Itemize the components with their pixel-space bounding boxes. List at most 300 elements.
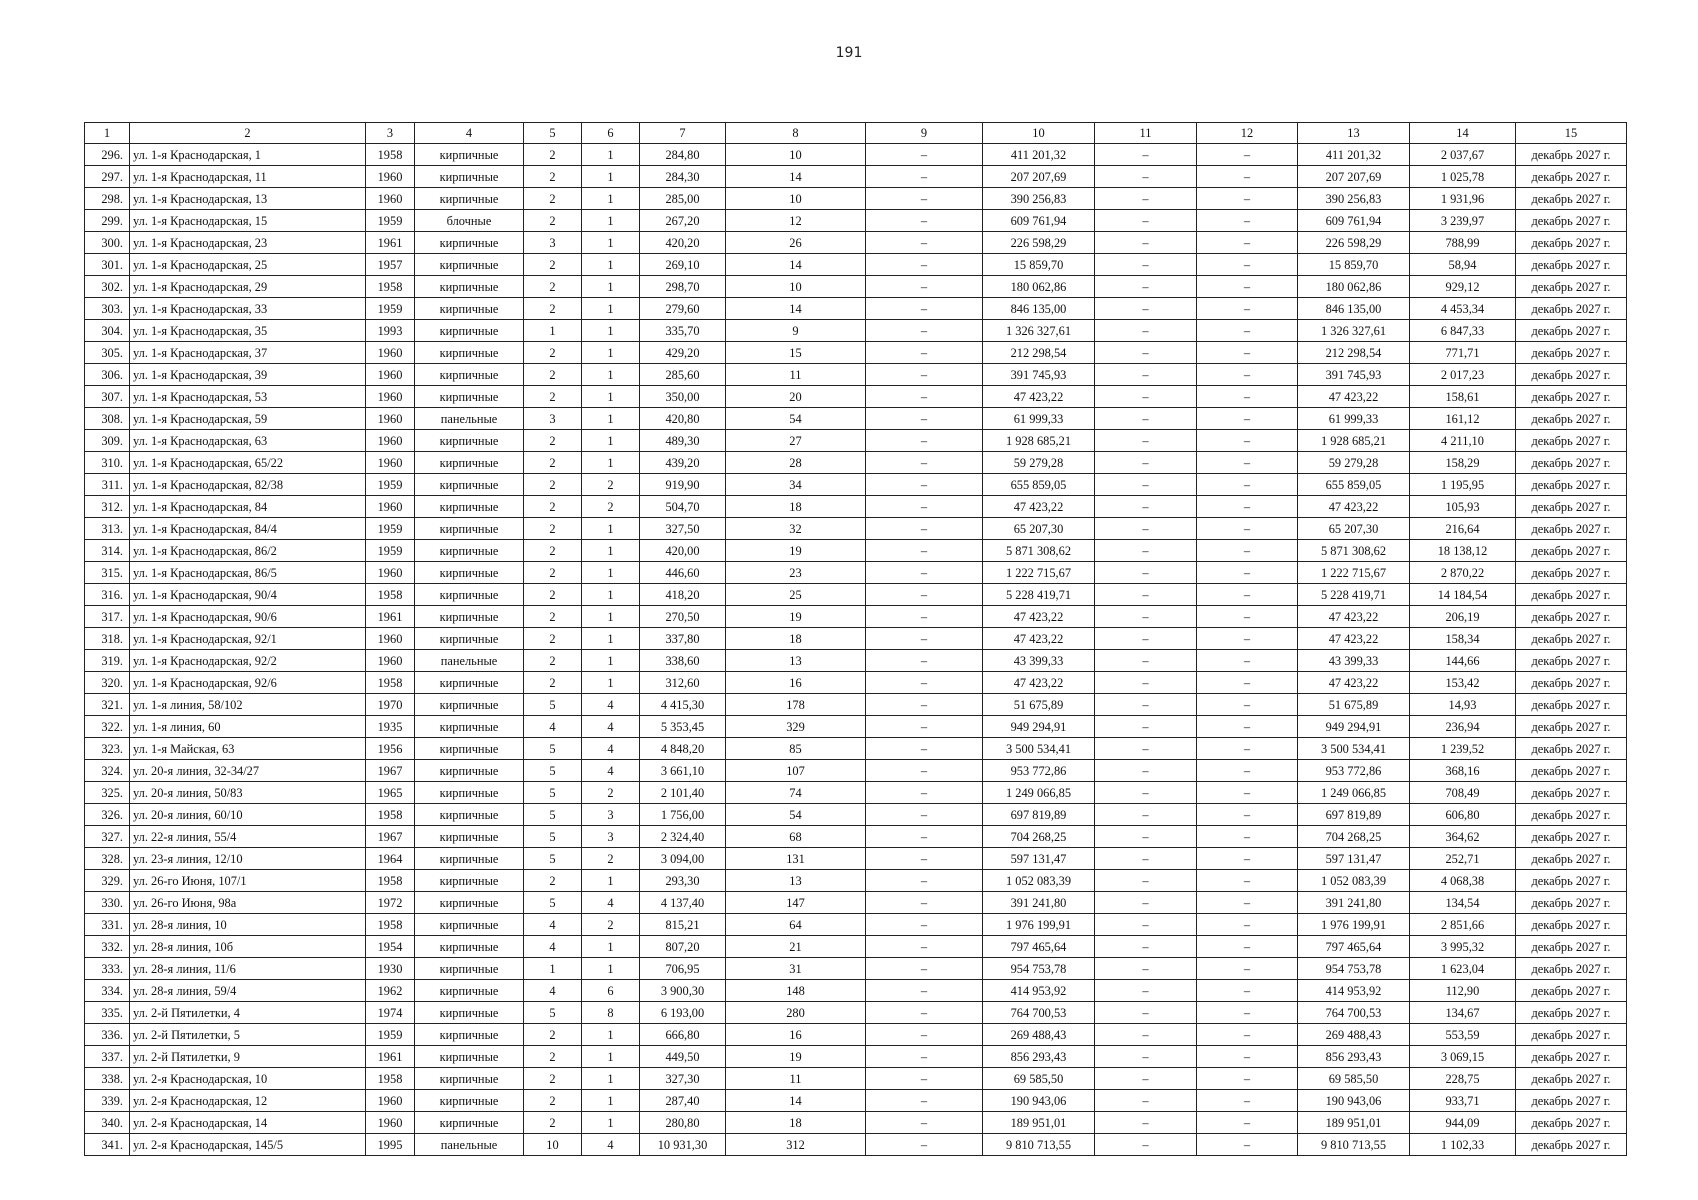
table-cell: 2 [582,782,640,804]
column-header: 14 [1410,123,1516,144]
table-cell: – [866,254,983,276]
table-cell: 3 900,30 [640,980,726,1002]
table-cell: – [866,804,983,826]
table-cell: 1964 [366,848,415,870]
table-cell: ул. 2-й Пятилетки, 9 [130,1046,366,1068]
table-cell: 207 207,69 [1298,166,1410,188]
table-cell: 206,19 [1410,606,1516,628]
table-cell: – [1095,342,1197,364]
table-cell: 1967 [366,826,415,848]
table-cell: 321. [85,694,130,716]
table-cell: 65 207,30 [1298,518,1410,540]
table-cell: 391 241,80 [1298,892,1410,914]
table-cell: 15 859,70 [1298,254,1410,276]
table-cell: 10 [726,144,866,166]
table-cell: декабрь 2027 г. [1516,1112,1627,1134]
table-row [85,188,1627,210]
table-cell: 1 [582,320,640,342]
table-cell: ул. 1-я Краснодарская, 37 [130,342,366,364]
table-cell: 1 249 066,85 [983,782,1095,804]
table-cell: 302. [85,276,130,298]
table-cell: 1995 [366,1134,415,1156]
table-cell: 1 [582,232,640,254]
table-row [85,892,1627,914]
table-cell: – [866,1134,983,1156]
table-cell: панельные [415,650,524,672]
table-cell: кирпичные [415,628,524,650]
table-cell: 148 [726,980,866,1002]
table-cell: 414 953,92 [983,980,1095,1002]
table-header [85,123,1627,144]
table-cell: 1 928 685,21 [983,430,1095,452]
column-header: 7 [640,123,726,144]
table-cell: 2 [582,848,640,870]
table-cell: – [1197,254,1298,276]
table-cell: 305. [85,342,130,364]
table-cell: 1960 [366,386,415,408]
table-cell: 180 062,86 [983,276,1095,298]
table-cell: 269 488,43 [1298,1024,1410,1046]
table-row [85,474,1627,496]
table-cell: 391 745,93 [1298,364,1410,386]
table-cell: панельные [415,408,524,430]
table-cell: 287,40 [640,1090,726,1112]
table-row [85,958,1627,980]
table-cell: 1 976 199,91 [983,914,1095,936]
table-cell: 846 135,00 [983,298,1095,320]
table-cell: декабрь 2027 г. [1516,254,1627,276]
table-cell: 189 951,01 [983,1112,1095,1134]
table-cell: 3 500 534,41 [983,738,1095,760]
table-cell: блочные [415,210,524,232]
table-cell: – [866,1090,983,1112]
table-cell: 1 [582,452,640,474]
table-cell: кирпичные [415,826,524,848]
table-cell: декабрь 2027 г. [1516,760,1627,782]
table-cell: – [1197,408,1298,430]
table-cell: 61 999,33 [1298,408,1410,430]
table-row [85,826,1627,848]
table-cell: 1960 [366,408,415,430]
table-cell: кирпичные [415,1112,524,1134]
table-cell: декабрь 2027 г. [1516,474,1627,496]
table-cell: 335,70 [640,320,726,342]
table-cell: – [866,298,983,320]
table-cell: 2 [524,606,582,628]
table-cell: 9 810 713,55 [983,1134,1095,1156]
table-cell: 1961 [366,606,415,628]
table-cell: – [866,342,983,364]
table-cell: 310. [85,452,130,474]
table-cell: 949 294,91 [983,716,1095,738]
table-cell: 47 423,22 [1298,496,1410,518]
table-cell: – [1197,1068,1298,1090]
table-row [85,650,1627,672]
table-cell: декабрь 2027 г. [1516,430,1627,452]
table-cell: 69 585,50 [1298,1068,1410,1090]
table-cell: 14 [726,1090,866,1112]
table-cell: 308. [85,408,130,430]
table-cell: ул. 1-я линия, 60 [130,716,366,738]
table-cell: кирпичные [415,430,524,452]
table-cell: 3 069,15 [1410,1046,1516,1068]
table-cell: 2 851,66 [1410,914,1516,936]
table-cell: 212 298,54 [1298,342,1410,364]
table-cell: 47 423,22 [1298,628,1410,650]
table-cell: декабрь 2027 г. [1516,320,1627,342]
table-cell: 1 326 327,61 [983,320,1095,342]
table-cell: 19 [726,606,866,628]
table-cell: кирпичные [415,716,524,738]
table-cell: 252,71 [1410,848,1516,870]
table-cell: 1 [582,1090,640,1112]
table-cell: – [866,628,983,650]
table-cell: 5 [524,694,582,716]
table-cell: 1 222 715,67 [983,562,1095,584]
table-cell: 1 102,33 [1410,1134,1516,1156]
table-cell: 269,10 [640,254,726,276]
table-cell: 47 423,22 [983,628,1095,650]
table-cell: кирпичные [415,584,524,606]
table-cell: 284,30 [640,166,726,188]
table-cell: – [866,210,983,232]
table-cell: ул. 20-я линия, 60/10 [130,804,366,826]
table-cell: – [866,496,983,518]
table-cell: декабрь 2027 г. [1516,870,1627,892]
table-cell: 797 465,64 [1298,936,1410,958]
table-cell: – [1197,584,1298,606]
table-cell: 1960 [366,430,415,452]
table-cell: 14 [726,254,866,276]
table-cell: кирпичные [415,936,524,958]
table-cell: – [866,232,983,254]
table-cell: 797 465,64 [983,936,1095,958]
table-cell: 301. [85,254,130,276]
table-cell: – [866,892,983,914]
table-cell: 323. [85,738,130,760]
table-cell: 333. [85,958,130,980]
table-cell: кирпичные [415,364,524,386]
table-cell: 9 810 713,55 [1298,1134,1410,1156]
column-header: 11 [1095,123,1197,144]
table-cell: 279,60 [640,298,726,320]
table-cell: 1957 [366,254,415,276]
table-cell: ул. 28-я линия, 11/6 [130,958,366,980]
table-cell: декабрь 2027 г. [1516,782,1627,804]
table-cell: ул. 2-й Пятилетки, 5 [130,1024,366,1046]
table-cell: 13 [726,650,866,672]
table-cell: 2 [524,210,582,232]
table-cell: декабрь 2027 г. [1516,408,1627,430]
table-cell: 1960 [366,1090,415,1112]
table-cell: 1960 [366,1112,415,1134]
table-row [85,782,1627,804]
table-cell: 1958 [366,870,415,892]
table-cell: – [1095,474,1197,496]
table-cell: 144,66 [1410,650,1516,672]
table-cell: 697 819,89 [1298,804,1410,826]
table-row [85,518,1627,540]
table-row [85,232,1627,254]
table-cell: 2 [524,870,582,892]
table-cell: – [1095,540,1197,562]
table-cell: ул. 2-я Краснодарская, 10 [130,1068,366,1090]
housing-table [84,122,1627,1156]
table-cell: декабрь 2027 г. [1516,958,1627,980]
table-cell: ул. 1-я Краснодарская, 92/6 [130,672,366,694]
table-cell: 12 [726,210,866,232]
table-cell: – [1095,628,1197,650]
table-row [85,1024,1627,1046]
table-cell: 5 871 308,62 [983,540,1095,562]
table-row [85,694,1627,716]
table-cell: декабрь 2027 г. [1516,518,1627,540]
table-cell: 1 052 083,39 [1298,870,1410,892]
table-cell: – [866,826,983,848]
table-cell: 207 207,69 [983,166,1095,188]
table-cell: 43 399,33 [983,650,1095,672]
table-cell: ул. 1-я Краснодарская, 15 [130,210,366,232]
table-cell: 329. [85,870,130,892]
table-cell: 807,20 [640,936,726,958]
table-cell: 327. [85,826,130,848]
table-cell: 18 138,12 [1410,540,1516,562]
table-cell: декабрь 2027 г. [1516,1024,1627,1046]
table-cell: кирпичные [415,298,524,320]
table-cell: 1961 [366,232,415,254]
table-cell: 2 [524,1068,582,1090]
table-cell: – [1095,254,1197,276]
table-cell: декабрь 2027 г. [1516,342,1627,364]
table-cell: ул. 1-я Краснодарская, 90/4 [130,584,366,606]
table-cell: 655 859,05 [1298,474,1410,496]
table-cell: 1993 [366,320,415,342]
table-cell: 331. [85,914,130,936]
table-cell: 1 [582,254,640,276]
table-cell: 317. [85,606,130,628]
table-cell: 1 222 715,67 [1298,562,1410,584]
table-cell: – [866,584,983,606]
table-cell: 1961 [366,1046,415,1068]
table-cell: 47 423,22 [1298,672,1410,694]
table-cell: 311. [85,474,130,496]
table-cell: декабрь 2027 г. [1516,650,1627,672]
table-cell: 4 [524,914,582,936]
table-cell: 390 256,83 [983,188,1095,210]
table-cell: – [1095,870,1197,892]
table-cell: 4 068,38 [1410,870,1516,892]
table-cell: 216,64 [1410,518,1516,540]
table-cell: – [866,1046,983,1068]
table-cell: 64 [726,914,866,936]
table-cell: 11 [726,1068,866,1090]
table-cell: – [1095,1024,1197,1046]
table-cell: – [1095,1090,1197,1112]
table-cell: ул. 2-я Краснодарская, 12 [130,1090,366,1112]
table-cell: 708,49 [1410,782,1516,804]
table-cell: 446,60 [640,562,726,584]
table-cell: кирпичные [415,320,524,342]
table-cell: – [1095,232,1197,254]
table-cell: 1 [582,386,640,408]
table-cell: 43 399,33 [1298,650,1410,672]
table-cell: – [1095,936,1197,958]
table-cell: 134,54 [1410,892,1516,914]
page-number: 191 [835,45,863,61]
table-cell: – [1095,980,1197,1002]
table-row [85,628,1627,650]
table-cell: 2 [524,364,582,386]
table-cell: 312 [726,1134,866,1156]
table-cell: – [1095,430,1197,452]
table-cell: 105,93 [1410,496,1516,518]
column-header: 1 [85,123,130,144]
table-cell: 1965 [366,782,415,804]
table-cell: – [1197,166,1298,188]
table-cell: 609 761,94 [1298,210,1410,232]
table-cell: 5 [524,826,582,848]
table-cell: – [1095,562,1197,584]
table-cell: панельные [415,1134,524,1156]
table-cell: декабрь 2027 г. [1516,980,1627,1002]
table-row [85,496,1627,518]
table-cell: декабрь 2027 г. [1516,848,1627,870]
table-cell: декабрь 2027 г. [1516,1134,1627,1156]
table-row [85,298,1627,320]
table-cell: кирпичные [415,496,524,518]
table-cell: 2 [524,342,582,364]
table-cell: 15 859,70 [983,254,1095,276]
table-cell: – [1197,760,1298,782]
table-cell: 2 [524,452,582,474]
table-cell: – [866,782,983,804]
table-cell: 1959 [366,474,415,496]
table-cell: – [1197,848,1298,870]
table-cell: 47 423,22 [1298,386,1410,408]
table-row [85,540,1627,562]
table-cell: 1 249 066,85 [1298,782,1410,804]
table-cell: 2 [524,540,582,562]
table-cell: 5 871 308,62 [1298,540,1410,562]
table-cell: кирпичные [415,980,524,1002]
table-cell: ул. 28-я линия, 59/4 [130,980,366,1002]
table-cell: 1972 [366,892,415,914]
table-cell: – [1095,518,1197,540]
table-cell: – [1095,1112,1197,1134]
table-cell: кирпичные [415,606,524,628]
table-cell: – [866,936,983,958]
table-cell: 2 [582,914,640,936]
table-cell: 1960 [366,364,415,386]
table-cell: – [1197,298,1298,320]
table-cell: 131 [726,848,866,870]
table-cell: ул. 28-я линия, 10 [130,914,366,936]
table-row [85,276,1627,298]
table-cell: – [1095,166,1197,188]
table-cell: 178 [726,694,866,716]
table-cell: 1 976 199,91 [1298,914,1410,936]
table-cell: 429,20 [640,342,726,364]
table-row [85,386,1627,408]
table-cell: 771,71 [1410,342,1516,364]
table-cell: 666,80 [640,1024,726,1046]
table-row [85,936,1627,958]
table-cell: 1959 [366,1024,415,1046]
table-cell: 318. [85,628,130,650]
table-cell: – [1197,518,1298,540]
table-cell: 1 [582,518,640,540]
table-cell: 329 [726,716,866,738]
column-header: 10 [983,123,1095,144]
table-cell: 2 [524,496,582,518]
table-cell: 1 [582,188,640,210]
table-cell: 304. [85,320,130,342]
table-cell: – [1197,1134,1298,1156]
table-cell: 420,80 [640,408,726,430]
table-cell: 4 [524,716,582,738]
table-cell: ул. 1-я Краснодарская, 25 [130,254,366,276]
table-cell: 1 [582,144,640,166]
table-cell: ул. 1-я линия, 58/102 [130,694,366,716]
table-row [85,1134,1627,1156]
table-cell: 18 [726,1112,866,1134]
table-cell: 1 [582,1046,640,1068]
table-cell: 54 [726,804,866,826]
table-cell: 1 [582,1068,640,1090]
table-cell: 4 [582,716,640,738]
table-cell: – [866,474,983,496]
table-cell: ул. 1-я Краснодарская, 13 [130,188,366,210]
table-cell: 2 324,40 [640,826,726,848]
table-cell: ул. 1-я Краснодарская, 86/5 [130,562,366,584]
table-cell: декабрь 2027 г. [1516,738,1627,760]
table-cell: 1960 [366,188,415,210]
table-cell: ул. 1-я Майская, 63 [130,738,366,760]
table-cell: 309. [85,430,130,452]
table-cell: 1 [582,958,640,980]
table-cell: 504,70 [640,496,726,518]
table-cell: 368,16 [1410,760,1516,782]
table-cell: 1960 [366,342,415,364]
table-cell: 31 [726,958,866,980]
table-cell: – [866,1002,983,1024]
table-cell: – [1095,716,1197,738]
table-cell: 1958 [366,914,415,936]
table-cell: 68 [726,826,866,848]
table-cell: 47 423,22 [983,496,1095,518]
table-cell: 1959 [366,540,415,562]
table-cell: 1 195,95 [1410,474,1516,496]
table-cell: 2 [524,1112,582,1134]
table-cell: – [1095,1002,1197,1024]
table-cell: 10 [524,1134,582,1156]
table-cell: 5 [524,804,582,826]
table-cell: кирпичные [415,232,524,254]
table-cell: – [1197,452,1298,474]
table-cell: 6 [582,980,640,1002]
table-row [85,1002,1627,1024]
table-cell: 1962 [366,980,415,1002]
table-cell: 1 052 083,39 [983,870,1095,892]
table-cell: 4 211,10 [1410,430,1516,452]
table-cell: 65 207,30 [983,518,1095,540]
table-cell: 27 [726,430,866,452]
table-cell: кирпичные [415,562,524,584]
table-cell: 5 353,45 [640,716,726,738]
table-cell: – [1095,144,1197,166]
table-cell: 2 017,23 [1410,364,1516,386]
table-cell: ул. 26-го Июня, 98а [130,892,366,914]
